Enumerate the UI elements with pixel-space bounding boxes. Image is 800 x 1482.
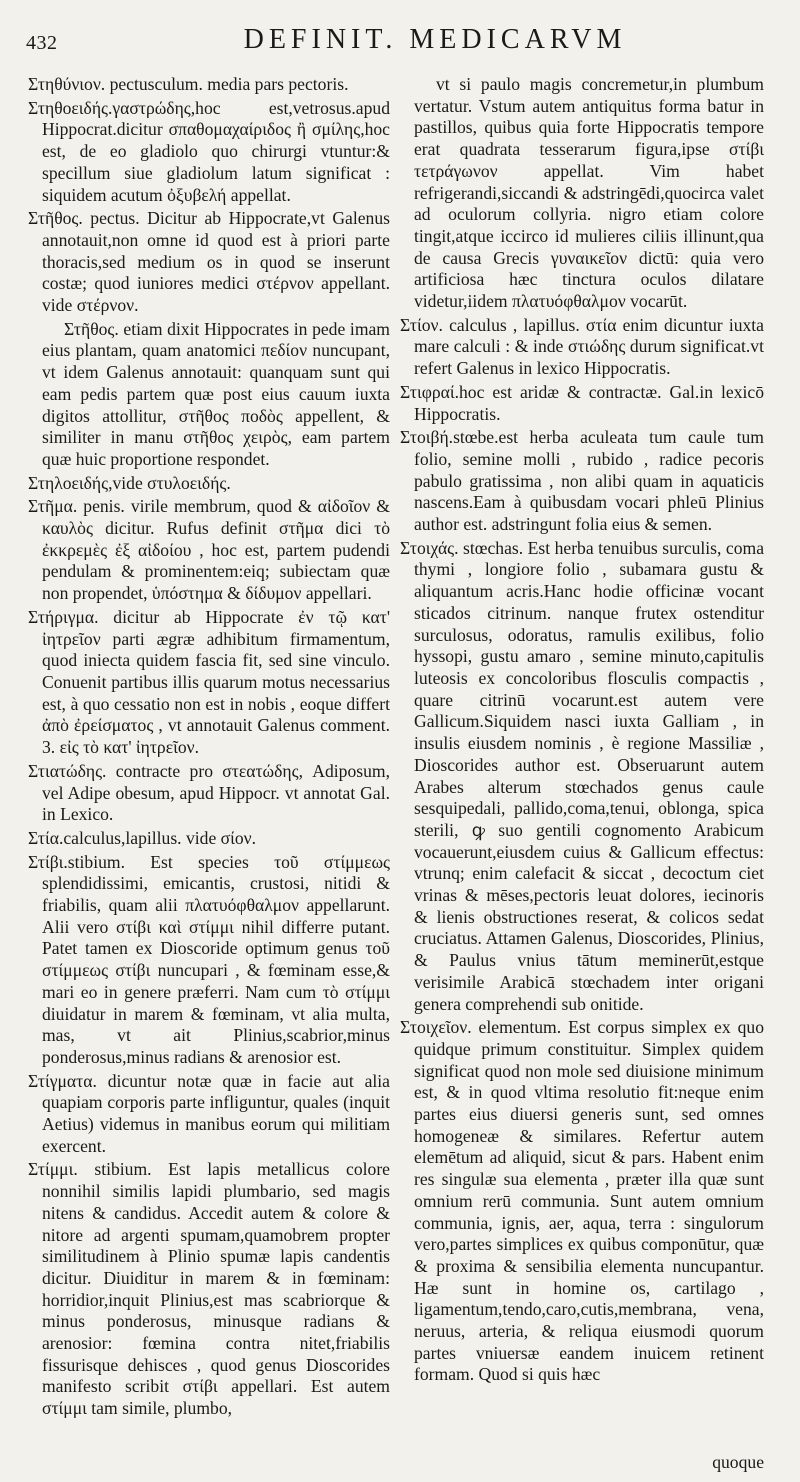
dictionary-entry: Στίον. calculus , lapillus. στία enim dicuntur iuxta mare calculi : & inde στιώδης durum significat.vt refert Galenus in lexico Hippocratis.: [400, 314, 764, 379]
dictionary-entry: Στῆθος. etiam dixit Hippocrates in pede imam eius plantam, quam anatomici πεδίον nuncupant, vt idem Galenus annotauit: quanquam sunt qui eam pedis partem quæ post eius cauum iuxta digitos attollitur, στῆθος ποδὸς appellent, & similiter in manu στῆθος χειρὸς, eam partem quæ huic proportione respondet.: [42, 318, 390, 469]
dictionary-entry: Στιφραί.hoc est aridæ & contractæ. Gal.in lexicō Hippocratis.: [400, 381, 764, 424]
dictionary-entry: Στήριγμα. dicitur ab Hippocrate ἐν τῷ κατ' ἰητρεῖον parti ægræ adhibitum firmamentum, quod iniecta quidem fascia fit, sed sine vinculo. Conuenit partibus illis quarum motus necessarius est, à quo cessatio non est in nobis , eoque differt ἀπὸ ἐρείσματος , vt annotauit Galenus comment. 3. εἰς τὸ κατ' ἰητρεῖον.: [28, 606, 390, 758]
dictionary-entry: Στηλοειδής,vide στυλοειδής.: [28, 472, 231, 493]
dictionary-entry: Στηθοειδής.γαστρώδης,hoc est,vetrosus.apud Hippocrat.dicitur σπαθομαχαίριδος ἢ σμίλης,hoc est, de eo gladiolo quo chirurgi vtuntur:& specillum siue gladiolum latum significat : siquidem acutum ὀξυβελή appellat.: [28, 97, 390, 205]
dictionary-entry: Στοιχάς. stœchas. Est herba tenuibus surculis, coma thymi , longiore folio , subamara gustu & aliquantum acris.Hanc hodie officinæ vocant sticados citrinum. nanque frutex ostenditur surculosus, odoratus, ramulis exilibus, folio hyssopi, gustu amaro , semine minuto,capitulis luteosis ex concoloribus flosculis compactis , quare citrinū vocarunt.est autem vere Gallicum.Siquidem nasci iuxta Galliam , in insulis eiusdem nominis , è regione Massiliæ , Dioscorides author est. Obseruarunt autem Arabes alterum stœchados genus caule sesquipedali, pallido,coma,tenui, oblonga, spica sterili, ꝙ suo gentili cognomento Arabicum vocauerunt,eiusdem cuius & Gallicum effectus: vtrunq; enim calefacit & siccat , decoctum ciet vrinas & mēses,pectoris leuat dolores, iecinoris & lienis obstructiones reserat, & colicos sedat cruciatus. Attamen Galenus, Dioscorides, Plinius, & Paulus vnius tātum meminerūt,estque verisimile Arabicā stœchadem inter origani genera comprehendi sub onitide.: [400, 537, 764, 1014]
page-number: 432: [26, 32, 58, 54]
dictionary-entry: Στῆθος. pectus. Dicitur ab Hippocrate,vt Galenus annotauit,non omne id quod est à priori parte thoracis,sed medium os in quod se inserunt costæ; quod iuniores medici στέρνον appellant. vide στέρνον.: [28, 208, 390, 316]
catchword: quoque: [712, 1452, 764, 1472]
dictionary-entry: Στοιβή.stœbe.est herba aculeata tum caule tum folio, semine molli , rubido , radice pecoris pabulo gratissima , non alibi quam in aquaticis nascens.Eam à quibusdam vocari phleū Plinius author est. adstringunt folia eius & semen.: [400, 427, 764, 535]
dictionary-entry: Στία.calculus,lapillus. vide σίον.: [28, 827, 257, 848]
dictionary-entry: Στηθύνιον. pectusculum. media pars pectoris.: [28, 74, 349, 94]
dictionary-entry: Στοιχεῖον. elementum. Est corpus simplex ex quo quidque primum constituitur. Simplex quidem significat quod non mole sed diuisione minimum est, & in quod vltima resolutio fit:neque enim partes eius diuersi generis sunt, sed omnes homogeneæ & similares. Refertur autem elemētum ad aliquid, sicut & pars. Habent enim res singulæ sua elementa , præter illa quæ sunt omnium rerū communia. Sunt autem omnium communia, ignis, aer, aqua, terra : singulorum vero,partes simplices ex quibus componūtur, quæ & proxima & sensibilia elementa nuncupantur. Hæ sunt in homine os, cartilago , ligamentum,tendo,caro,cutis,membrana, vena, neruus, arteria, & reliqua eiusmodi quorum partes vniuersæ eandem inuicem retinent formam. Quod si quis hæc: [400, 1017, 764, 1385]
dictionary-entry: Στῆμα. penis. virile membrum, quod & αἰδοῖον & καυλὸς dicitur. Rufus definit στῆμα dici τὸ ἐκκρεμὲς ἐξ αἰδοίου , hoc est, partem pudendi pendulam & prominentem:eiq; subiectam quæ non propendet, ὑπόστημα & δίδυμον appellari.: [28, 496, 390, 604]
running-head: DEFINIT. MEDICARVM: [243, 24, 627, 55]
dictionary-entry: vt si paulo magis concremetur,in plumbum vertatur. Vstum autem antiquitus forma batur in pastillos, quibus quia forte Hippocratis tempore erat quadrata tesserarum figura,ipse στίβι τετράγωνον appellat. Vim habet refrigerandi,siccandi & adstringēdi,quocirca valet ad oculorum collyria. nigro etiam colore tingit,atque iccirco id mulieres ciliis illinunt,qua de causa Grecis γυναικεῖον dictū: quia vero artificiosa hæc tinctura oculos dilatare videtur,iidem πλατυόφθαλμον vocarūt.: [414, 74, 764, 312]
dictionary-entry: Στίγματα. dicuntur notæ quæ in facie aut alia quapiam corporis parte infliguntur, quales (inquit Aetius) videmus in manibus eorum qui militiam exercent.: [28, 1070, 390, 1156]
dictionary-entry: Στίμμι. stibium. Est lapis metallicus colore nonnihil similis lapidi plumbario, sed magis nitens & candidus. Accedit autem & colore & nitore ad argenti spumam,quamobrem propter similitudinem à Plinio spumæ lapis candentis dicitur. Diuiditur in marem & in fœminam: horridior,inquit Plinius,est mas scabriorque & minus ponderosus, minusque radians & arenosior: fœmina contra nitet,friabilis fissurisque dehisces , quod genus Dioscorides manifesto scribit στίβι appellari. Est autem στίμμι tam simile, plumbo,: [28, 1159, 390, 1419]
dictionary-entry: Στίβι.stibium. Est species τοῦ στίμμεως splendidissimi, emicantis, crustosi, nitidi & friabilis, quam alii πλατυόφθαλμον appellarunt. Alii vero στίβι καὶ στίμμι nihil differre putant. Patet tamen ex Dioscoride optimum genus τοῦ στίμμεως στίβι nuncupari , & fœminam esse,& mari eo in genere præferri. Nam cum τὸ στίμμι diuidatur in marem & fœminam, vt alia multa, mas, vt ait Plinius,scabrior,minus ponderosus,minus radians & arenosior est.: [28, 851, 390, 1067]
dictionary-entry: Στιατώδης. contracte pro στεατώδης, Adiposum, vel Adipe obesum, apud Hippocr. vt annotat Gal. in Lexico.: [28, 760, 390, 825]
left-column: [28, 74, 390, 1478]
right-column: [400, 74, 764, 1478]
